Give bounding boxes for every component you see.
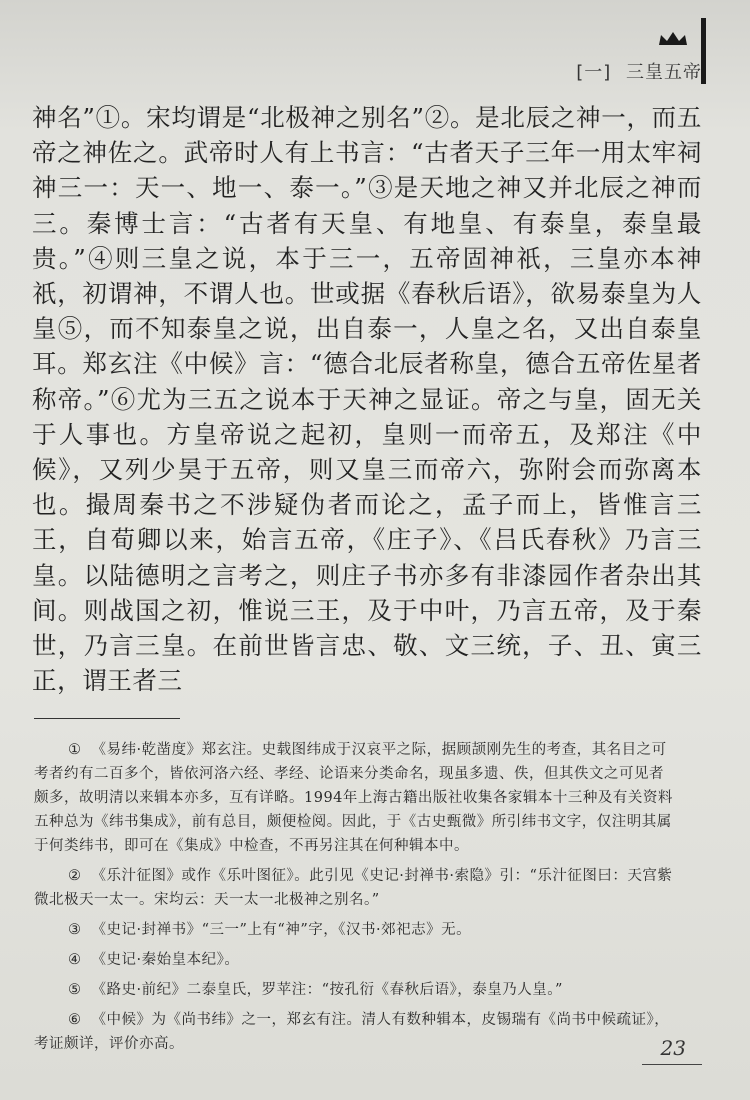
footnote [34, 948, 674, 972]
footnote [34, 1008, 674, 1056]
body-paragraph: 神名”①。宋均谓是“北极神之别名”②。是北辰之神一，而五帝之神佐之。武帝时人有上书言：“古者天子三年一用太牢祠神三一：天一、地一、泰一。”③是天地之神又并北辰之神而三。秦博士言：“古者有天皇、有地皇、有泰皇，泰皇最贵。”④则三皇之说，本于三一，五帝固神祇，三皇亦本神祇，初谓神，不谓人也。世或据《春秋后语》，欲易泰皇为人皇⑤，而不知泰皇之说，出自泰一，人皇之名，又出自泰皇耳。郑玄注《中候》言：“德合北辰者称皇，德合五帝佐星者称帝。”⑥尤为三五之说本于天神之显证。帝之与皇，固无关于人事也。方皇帝说之起初，皇则一而帝五，及郑注《中候》，又列少昊于五帝，则又皇三而帝六，弥附会而弥离本也。撮周秦书之不涉疑伪者而论之，孟子而上，皆惟言三王，自荀卿以来，始言五帝，《庄子》、《吕氏春秋》乃言三皇。以陆德明之言考之，则庄子书亦多有非漆园作者杂出其间。则战国之初，惟说三王，及于中叶，乃言五帝，及于秦世，乃言三皇。在前世皆言忠、敬、文三统，子、丑、寅三正，谓王者三 [32, 103, 702, 696]
footnote-text: 《史记·秦始皇本纪》。 [91, 952, 240, 968]
chapter-title: 三皇五帝 [626, 62, 702, 83]
footnotes [34, 738, 674, 1062]
footnote-divider [34, 718, 180, 719]
running-header [576, 58, 702, 84]
footnote [34, 978, 674, 1002]
footnote-mark: ② [68, 868, 82, 884]
footnote-mark: ① [68, 742, 82, 758]
main-text [32, 100, 702, 698]
footnote-text: 《史记·封禅书》“三一”上有“神”字，《汉书·郊祀志》无。 [91, 922, 472, 938]
page-number-rule [642, 1064, 702, 1065]
chapter-number: [一] [576, 62, 612, 83]
footnote-mark: ⑥ [68, 1012, 82, 1028]
footnote-text: 《乐汁征图》或作《乐叶图征》。此引见《史记·封禅书·索隐》引：“乐汁征图曰：天宫紫微北极天一太一。宋均云：天一太一北极神之别名。” [34, 868, 673, 908]
footnote [34, 918, 674, 942]
footnote-text: 《中候》为《尚书纬》之一，郑玄有注。清人有数种辑本，皮锡瑞有《尚书中候疏证》，考证颇详，评价亦高。 [34, 1012, 670, 1052]
footnote-text: 《易纬·乾凿度》郑玄注。史载图纬成于汉哀平之际，据顾颉刚先生的考查，其名目之可考者约有二百多个，皆依河洛六经、孝经、论语来分类命名，现虽多遗、佚，但其佚文之可见者颇多，故明清以来辑本亦多，互有详略。1994年上海古籍出版社收集各家辑本十三种及有关资料五种总为《纬书集成》，前有总目，颇便检阅。因此，于《古史甄微》所引纬书文字，仅注明其属于何类纬书，即可在《集成》中检查，不再另注其在何种辑本中。 [34, 742, 673, 854]
page-number: 23 [660, 1036, 686, 1060]
crown-icon [658, 30, 688, 46]
footnote-text: 《路史·前纪》二泰皇氏，罗苹注：“按孔衍《春秋后语》，泰皇乃人皇。” [91, 982, 563, 998]
footnote [34, 864, 674, 912]
footnote-mark: ⑤ [68, 982, 82, 998]
footnote-mark: ④ [68, 952, 82, 968]
footnote-mark: ③ [68, 922, 82, 938]
footnote [34, 738, 674, 858]
